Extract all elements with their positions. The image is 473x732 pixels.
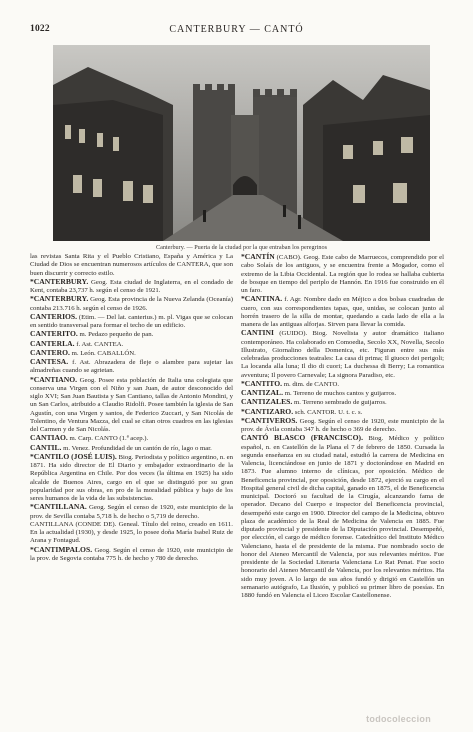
entry-headword: CANTERO. [30, 347, 70, 357]
entry-headword: *CANTERBURY. [30, 294, 89, 304]
figure-caption: Canterbury. — Puerta de la ciudad por la que entraban los peregrinos [155, 244, 328, 251]
dictionary-entry [30, 503, 233, 521]
dictionary-entry [241, 434, 444, 600]
entry-headword: *CANTIMPALOS. [30, 544, 93, 554]
watermark: todocoleccion [366, 714, 431, 724]
dictionary-entry [30, 546, 233, 564]
entry-text: Geog. Esta provincia de la Nueva Zelanda (Oceanía) contaba 213.716 h. según el censo de 1926. [30, 296, 233, 312]
entry-headword: CANTÓ BLASCO (FRANCISCO). [241, 433, 363, 443]
entry-text: f. Ast. Abrazadera de fleje o alambre para sujetar las almadreñas cuando se agrietan. [30, 359, 233, 375]
entry-headword: *CANTIANO. [30, 374, 78, 384]
entry-headword: *CANTITO. [241, 378, 283, 388]
dictionary-entry [30, 295, 233, 313]
entry-text: las revistas Santa Rita y el Pueblo Cristiano, España y América y La Ciudad de Dios se encuentran numerosos artículos de CANTERA, que son buen discurrir y correcto estilo. [30, 253, 233, 277]
entry-text: Biog. Periodista y político argentino, n. en 1871. Ha sido director de El Diario y embajador extraordinario de la República Argentina en Chile. Por dos veces (la última en 1925) ha sido alcalde de Buenos Aires, cargo en el que se distinguió por su gran popularidad por sus obras, en pro de la moralidad pública y bajo de los seres humanos de la vida de las subsistencias. [30, 453, 233, 502]
entry-text: Geog. Según el censo de 1920, este municipio de la prov. de Segovia contaba 775 h. de hecho y 780 de derecho. [30, 546, 233, 562]
entry-text: Geog. Esta ciudad de Inglaterra, en el condado de Kent, contaba 23,737 h. según el censo de 1921. [30, 278, 233, 294]
entry-text: f. Agr. Nombre dado en Méjico a dos bolsas cuadradas de cuero, con sus correspondientes tapas, que, unidas, se colocan junto al horrén trasero de la silla de montar, quedando a cada lado de ella a la manera de las antiguas alforjas. Sirven para llevar la comida. [241, 296, 444, 328]
entry-headword: *CANTÍN [241, 252, 275, 261]
entry-headword: *CANTIVEROS. [241, 415, 298, 425]
entry-text: m. Carp. CANTO (1.ª acep.). [67, 435, 149, 443]
entry-text: (Etim. — Del lat. canterius.) m. pl. Vigas que se colocan en sentido transversal para formar el techo de un edificio. [30, 313, 233, 329]
entry-headword: CANTIZALES. [241, 397, 293, 407]
column-right [241, 253, 444, 600]
canterbury-gate-photo [53, 45, 430, 241]
photo-illustration [53, 45, 430, 241]
entry-headword: *CANTILLANA. [30, 502, 87, 512]
dictionary-entry [30, 253, 233, 278]
entry-headword: CANTERITO. [30, 329, 78, 339]
entry-headword: CANTINI [241, 328, 274, 338]
entry-headword: *CANTIZARO. [241, 406, 294, 416]
page-number: 1022 [30, 24, 50, 34]
entry-text: m. León. CABALLÓN. [69, 349, 136, 357]
entry-headword: CANTESA. [30, 357, 69, 366]
entry-headword: *CANTINA. [241, 294, 283, 304]
dictionary-entry [241, 417, 444, 435]
entry-text: Geog. Según el censo de 1920, este municipio de la prov. de Ávila contaba 347 h. de hecho o 369 de derecho. [241, 417, 444, 433]
entry-headword: CANTERIOS. [30, 311, 78, 321]
dictionary-entry [30, 521, 233, 546]
dictionary-entry [241, 295, 444, 329]
entry-text: f. Ast. CANTEA. [74, 340, 124, 348]
dictionary-entry [30, 358, 233, 376]
entry-text: m. Pedazo pequeño de pan. [77, 331, 154, 339]
entry-headword: CANTERLA. [30, 338, 75, 348]
entry-text: m. Terreno de muchos cantos y guijarros. [283, 390, 397, 397]
entry-headword: *CANTILO (JOSÉ LUIS). [30, 451, 117, 461]
entry-headword: *CANTERBURY. [30, 276, 89, 286]
dictionary-entry [30, 453, 233, 504]
dictionary-entry [241, 253, 444, 295]
dictionary-columns [30, 253, 445, 600]
entry-text: sch. CANTOR. U. t. c. s. [293, 408, 363, 416]
entry-text: Biog. Médico y político español, n. en Castellón de la Plana el 7 de febrero de 1850. Cursada la segunda enseñanza en su ciudad natal, estudió la carrera de Medicina en Valencia, licenciándose en junio de 1871 y doctorándose en Madrid en 1873. Fue alumno interno de clínicas, por oposición. Médico de Beneficencia provincial, por oposición, desde 1872, ejerció su cargo en el Hospital general civil de dicha capital, ganado en 1875, el de Beneficencia municipal. Doctoró su facultad de la Cirugía, alcanzando fama de operador. Decano del Cuerpo e inspector del Beneficencia provincial, desempeñó este cargo en 1900. Director del campo de la Medicina, obtuvo plaza de académico de la Real de Medicina de Valencia en 1885. Fue diputado provincial y presidente de la Diputación provincial. Desempeñó, por elección, el cargo de médico forense. Catedrático del Instituto Médico Valenciano, hasta el de presidente de la misma. Fue nombrado socio de honor del Ateneo Mercantil de Valencia, por sus relevantes méritos. Fue presidente de la Sociedad Literaria Valenciana Lo Rat Penat. Fue socio honorario del Ateneo Mercantil de Valencia, por los relevantes méritos. Ha sido muy joven. A lo largo de sus años fundó y dirigió en Castellón un semanario autógrafo, La Ilusión, y publicó su primer libro de poesías. En 1880 fundó en Valencia el Liceo Escolar Castellonense. [241, 435, 444, 599]
entry-text: CANTILLANA (CONDE DE). Geneal. Título del reino, creado en 1611. En la actualidad (1930), y desde 1925, lo posee doña María Isabel Ruiz de Arana y Fontagud. [30, 520, 233, 545]
column-left [30, 253, 233, 600]
dictionary-entry [30, 278, 233, 296]
dictionary-entry [241, 329, 444, 380]
entry-text: (CABO). Geog. Este cabo de Marruecos, comprendido por el cabo Solaís de los antiguos, y se encuentra frente a Mogador, como el extremo de la Libia Occidental. La región que lo rodea se hallaba cubierta de bosque en tiempo del periplo de Hannón. En 1916 fue construido en él un faro. [241, 254, 444, 294]
entry-text: m. Venez. Profundidad de un cantón de río, lago o mar. [61, 444, 212, 452]
entry-text: Geog. Posee esta población de Italia una colegiata que conserva una Virgen con el Niño y san Juan, de autor desconocido del siglo XVI; San Juan Bautista y San Cantiano, tallas de Antonio Mondini, y un San Carlos, atribuido a Claudio Ridolfi. Posee también la iglesia de San Agustín, con una Virgen y santos, de Federico Zuccari, y San Nicolás de Tolentino, de Ventura Mazza, del cual se citan otros cuadros en las iglesias del Carmen y de San Nicolás. [30, 376, 233, 433]
entry-text: m. Terreno sembrado de guijarros. [292, 399, 387, 407]
entry-text: Geog. Según el censo de 1920, este municipio de la prov. de Sevilla contaba 5,718 h. de hecho o 5,719 de derecho. [30, 504, 233, 520]
entry-text: (GUIDO). Biog. Novelista y autor dramático italiano contemporáneo. Ha colaborado en Comoedia, Secolo XX, Novella, Secolo Illustrato, Giornalino della Domenica, etc. Figuran entre sus más celebradas producciones teatrales: La casa di prima; Il giuoco dei perigoli; La locanda alla luna; Il dio di cuori; La duchessa di Berry; La romantica avventura; Il povero Carnevale; La signora Paradiso, etc. [241, 330, 444, 379]
entry-headword: CANTIAO. [30, 433, 68, 443]
running-title: CANTERBURY — CANTÓ [169, 24, 304, 35]
entry-headword: CANTIL. [30, 442, 62, 452]
dictionary-entry [30, 376, 233, 435]
dictionary-entry [30, 313, 233, 331]
entry-text: m. dim. de CANTO. [282, 380, 340, 388]
entry-headword: CANTIZAL. [241, 388, 283, 397]
